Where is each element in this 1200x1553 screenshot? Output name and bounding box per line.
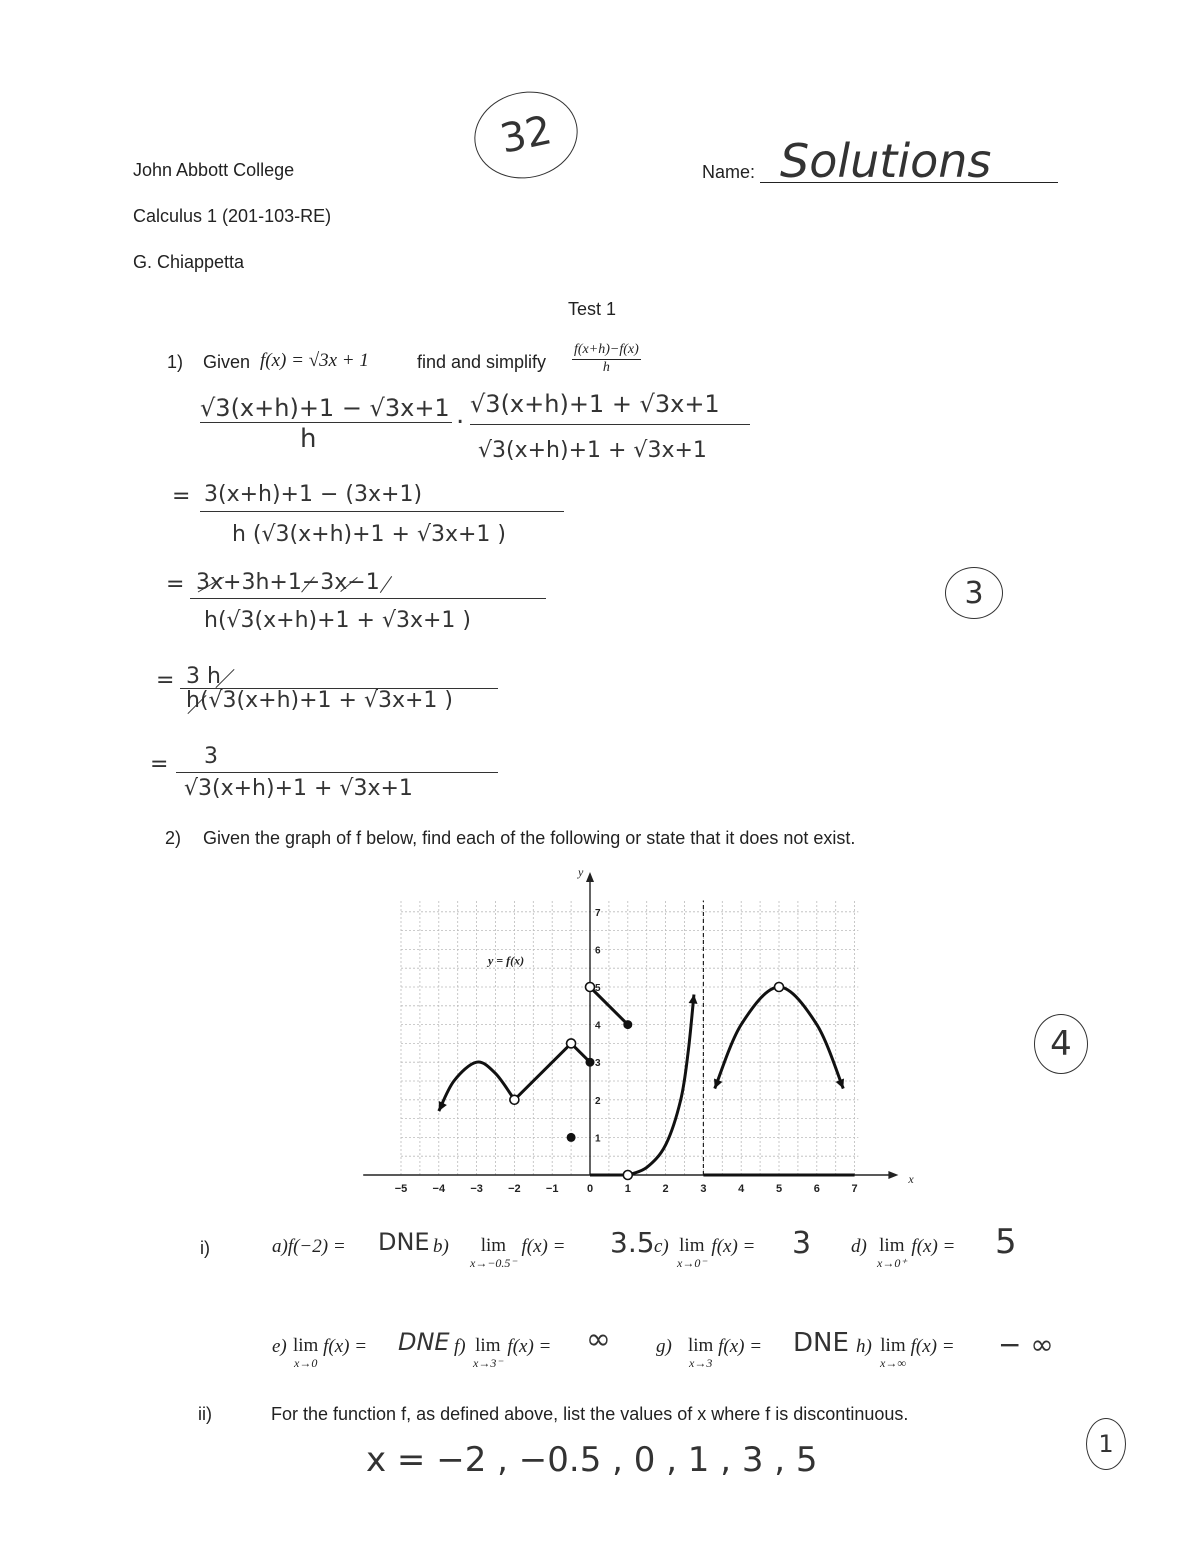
x-tick-label: 3 [700, 1183, 707, 1195]
answer-d-lim-word: lim [879, 1235, 905, 1256]
name-value: Solutions [780, 134, 992, 188]
y-axis-arrow [586, 872, 594, 882]
answer-f-value: ∞ [586, 1322, 611, 1357]
x-tick-label: −3 [470, 1183, 483, 1195]
y-tick-label: 4 [595, 1020, 601, 1032]
y-tick-label: 6 [595, 945, 601, 957]
y-tick-label: 2 [595, 1095, 601, 1107]
x-tick-label: −5 [394, 1183, 408, 1195]
step5-bar [176, 772, 498, 773]
answer-h-lim [880, 1336, 955, 1369]
x-tick-label: −1 [545, 1183, 559, 1195]
answer-f-label: f) [454, 1336, 466, 1357]
step2-equals: = [172, 484, 191, 509]
answer-b-approach: x→−0.5⁻ [470, 1256, 517, 1270]
curve-label: y = f(x) [487, 953, 525, 968]
answer-c-approach: x→0⁻ [677, 1256, 707, 1270]
closed-point [567, 1133, 576, 1142]
step2-numerator: 3(x+h)+1 − (3x+1) [204, 482, 423, 507]
answer-f-lim-word: lim [475, 1335, 501, 1356]
q2-score-circle [1034, 1014, 1088, 1074]
answer-d-value: 5 [995, 1222, 1017, 1262]
answer-b-lim [470, 1236, 565, 1269]
answer-f-approach: x→3⁻ [473, 1356, 503, 1370]
q1-score-circle [945, 567, 1003, 619]
q2-number: 2) [165, 828, 182, 848]
step3-equals: = [166, 572, 185, 597]
answer-h-lim-word: lim [880, 1335, 906, 1356]
x-axis-label: x [908, 1172, 914, 1186]
dq-numerator: f(x+h)−f(x) [572, 342, 641, 360]
step3-denominator: h(√3(x+h)+1 + √3x+1 ) [204, 608, 471, 633]
step4-denominator: h(√3(x+h)+1 + √3x+1 ) [186, 688, 453, 713]
answer-b-label: b) [433, 1236, 449, 1257]
answer-g-lim [688, 1336, 762, 1369]
instructor-name: G. Chiappetta [133, 252, 245, 272]
step2-bar [200, 511, 564, 512]
answer-a-value: DNE [378, 1228, 430, 1256]
answer-c-value: 3 [792, 1226, 812, 1261]
y-tick-label: 7 [595, 907, 601, 919]
answer-e-label: e) [272, 1336, 287, 1357]
answer-a-expr: f(−2) = [287, 1236, 346, 1257]
x-tick-label: −4 [432, 1183, 446, 1195]
answer-h-value: − ∞ [998, 1328, 1054, 1361]
answer-d-fx: f(x) = [911, 1236, 956, 1257]
part-ii-label: ii) [198, 1404, 212, 1424]
graph-curve [628, 995, 694, 1175]
answer-g-value: DNE [793, 1328, 849, 1358]
step1-numerator: √3(x+h)+1 − √3x+1 [200, 394, 450, 422]
q2-score: 4 [1050, 1024, 1072, 1064]
part-ii-prompt: For the function f, as defined above, list the values of x where f is discontinuous. [271, 1404, 909, 1424]
answer-g-label: g) [656, 1336, 672, 1357]
answer-e-fx: f(x) = [323, 1336, 368, 1357]
step1b-bar [470, 424, 750, 425]
open-point [623, 1171, 632, 1180]
step1-dot: . [456, 400, 465, 430]
step3-strike-d [380, 576, 392, 593]
open-point [510, 1095, 519, 1104]
step5-numerator: 3 [204, 744, 218, 769]
open-point [567, 1039, 576, 1048]
answer-h-approach: x→∞ [880, 1356, 906, 1370]
step3-numerator: 3x+3h+1−3x−1 [196, 570, 380, 595]
answer-c-lim [677, 1236, 755, 1269]
y-axis-label: y [578, 864, 584, 879]
answer-h-fx: f(x) = [910, 1336, 955, 1357]
closed-point [623, 1020, 632, 1029]
college-name: John Abbott College [133, 160, 295, 180]
name-label: Name: [702, 162, 756, 182]
answer-c-fx: f(x) = [711, 1236, 756, 1257]
answer-b-fx: f(x) = [521, 1236, 566, 1257]
step1-denominator: h [300, 424, 317, 454]
answer-d-label: d) [851, 1236, 867, 1257]
step3-bar [190, 598, 546, 599]
part-i-label: i) [200, 1238, 210, 1258]
x-tick-label: 6 [813, 1183, 820, 1195]
step2-denominator: h (√3(x+h)+1 + √3x+1 ) [232, 522, 506, 547]
q1-given: Given [203, 352, 251, 372]
q1-instruction: find and simplify [417, 352, 547, 372]
step1b-denominator: √3(x+h)+1 + √3x+1 [478, 438, 707, 463]
step4-numerator: 3 h [186, 664, 221, 689]
q2-prompt: Given the graph of f below, find each of the following or state that it does not exist. [203, 828, 856, 848]
y-tick-label: 5 [595, 983, 601, 994]
q1-number: 1) [167, 352, 184, 372]
x-tick-label: 5 [775, 1183, 783, 1195]
q1-function: f(x) = √3x + 1 [260, 350, 369, 371]
difference-quotient [572, 342, 641, 377]
part-ii-score: 1 [1098, 1430, 1114, 1458]
closed-point [586, 1058, 595, 1067]
y-tick-label: 3 [595, 1058, 601, 1070]
part-ii-score-circle [1086, 1418, 1126, 1470]
answer-d-lim [877, 1236, 955, 1269]
step4-equals: = [156, 668, 175, 693]
step5-denominator: √3(x+h)+1 + √3x+1 [184, 776, 413, 801]
step5-equals: = [150, 752, 169, 777]
answer-a-label: a) [272, 1236, 288, 1257]
answer-g-fx: f(x) = [718, 1336, 763, 1357]
answer-e-lim-word: lim [293, 1335, 319, 1356]
answer-g-lim-word: lim [688, 1335, 714, 1356]
part-ii-answer: x = −2 , −0.5 , 0 , 1 , 3 , 5 [366, 1440, 818, 1480]
open-point [586, 983, 595, 992]
open-point [775, 983, 784, 992]
x-tick-label: −2 [508, 1183, 521, 1195]
answer-b-lim-word: lim [480, 1235, 507, 1256]
course-code: Calculus 1 (201-103-RE) [133, 206, 332, 226]
answer-c-label: c) [654, 1236, 669, 1257]
answer-e-approach: x→0 [294, 1356, 318, 1370]
name-underline [760, 182, 1058, 183]
x-tick-label: 2 [662, 1183, 669, 1195]
graph-curve [514, 1043, 571, 1099]
q1-score: 3 [964, 575, 984, 611]
x-tick-label: 4 [738, 1183, 745, 1195]
answer-c-lim-word: lim [679, 1235, 705, 1256]
function-graph [355, 860, 915, 1196]
answer-g-approach: x→3 [689, 1356, 713, 1370]
answer-h-label: h) [856, 1336, 872, 1357]
x-tick-label: 1 [624, 1183, 631, 1195]
x-tick-label: 7 [851, 1183, 858, 1195]
x-tick-label: 0 [586, 1183, 594, 1195]
answer-d-approach: x→0⁺ [877, 1256, 907, 1270]
answer-f-lim [473, 1336, 551, 1369]
answer-a [272, 1236, 346, 1258]
answer-b-value: 3.5 [610, 1226, 655, 1259]
dq-denominator: h [602, 359, 610, 375]
step1-bar [200, 422, 452, 423]
test-title: Test 1 [568, 299, 617, 319]
answer-f-fx: f(x) = [507, 1336, 552, 1357]
step1b-numerator: √3(x+h)+1 + √3x+1 [470, 390, 720, 418]
y-tick-label: 1 [595, 1133, 601, 1145]
x-axis-arrow [888, 1171, 898, 1179]
total-score: 32 [496, 107, 556, 163]
answer-e-value: DNE [398, 1328, 450, 1356]
total-score-circle [466, 82, 586, 188]
answer-e-lim [293, 1336, 367, 1369]
